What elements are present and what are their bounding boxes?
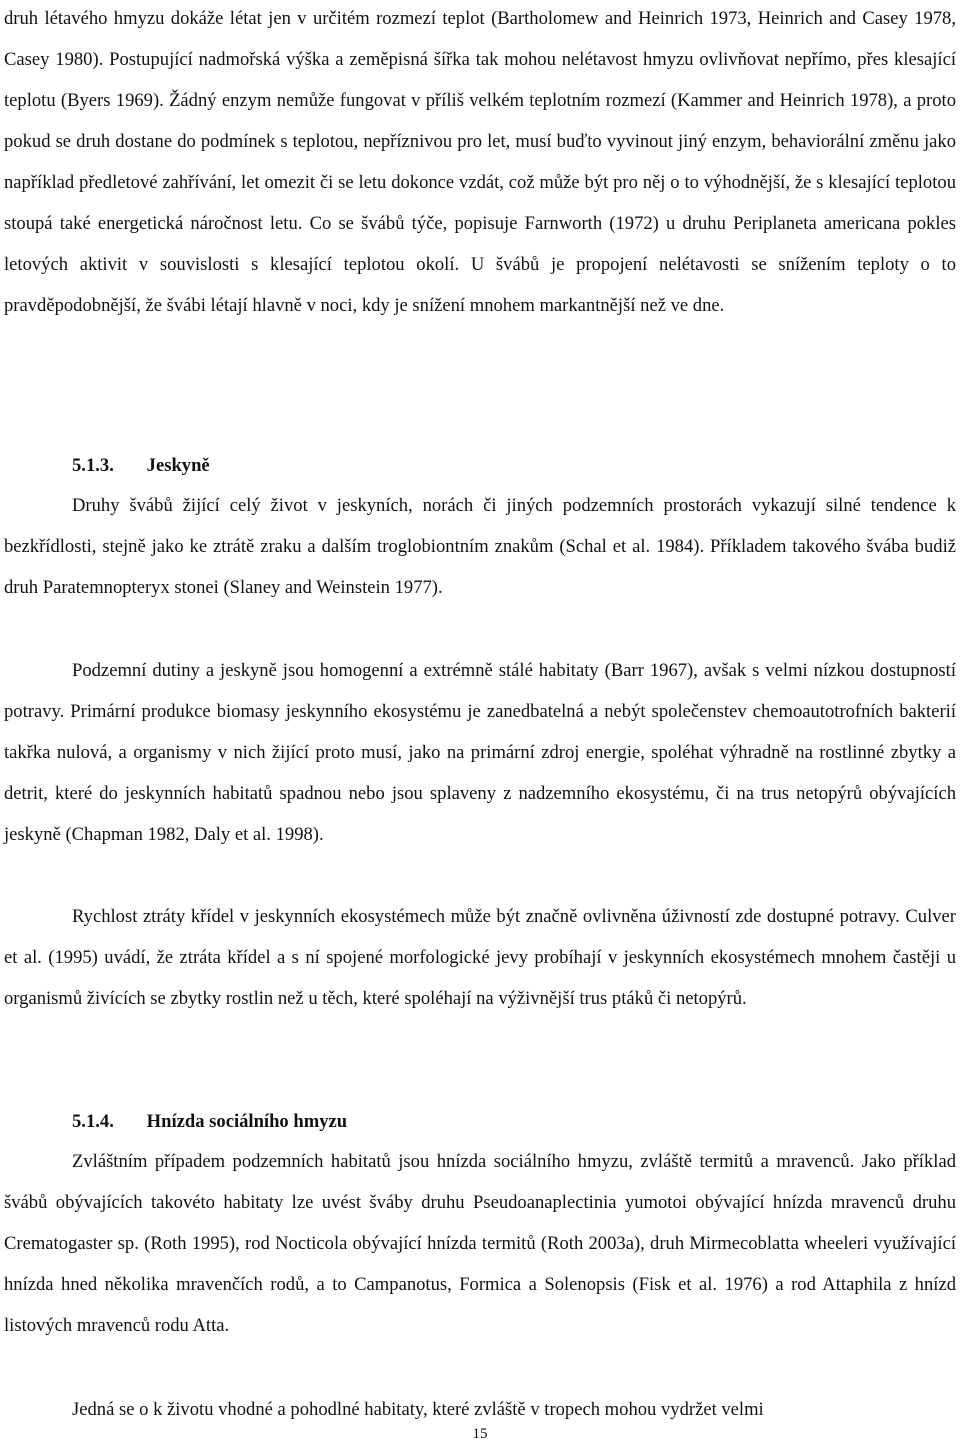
paragraph-cave-cockroaches: Druhy švábů žijící celý život v jeskyních, norách či jiných podzemních prostorách vykazují silné tendence k bezkřídlosti, stejně jako ke ztrátě zraku a dalším troglobiontním znakům (Schal et al. 1984). Příkladem takového švába budiž druh Paratemnopteryx stonei (Slaney and Weinstein 1977). bbox=[4, 495, 956, 598]
paragraph-wing-loss-rate: Rychlost ztráty křídel v jeskynních ekosystémech může být značně ovlivněna úživností zde dostupné potravy. Culver et al. (1995) uvádí, že ztráta křídel a s ní spojené morfologické jevy probíhají v jeskynních ekosystémech mnohem častěji u organismů živících se zbytky rostlin než u těch, které spoléhají na výživnější trus ptáků či netopýrů. bbox=[4, 906, 956, 1009]
section-heading-caves bbox=[72, 445, 210, 486]
paragraph-cave-habitats: Podzemní dutiny a jeskyně jsou homogenní a extrémně stálé habitaty (Barr 1967), avšak s velmi nízkou dostupností potravy. Primární produkce biomasy jeskynního ekosystému je zanedbatelná a nebýt společenstev chemoautotrofních bakterií takřka nulová, a organismy v nich žijící proto musí, jako na primární zdroj energie, spoléhat výhradně na rostlinné zbytky a detrit, které do jeskynních habitatů spadnou nebo jsou splaveny z nadzemního ekosystému, či na trus netopýrů obývajících jeskyně (Chapman 1982, Daly et al. 1998). bbox=[4, 660, 956, 845]
section-number: 5.1.4. bbox=[72, 1111, 114, 1132]
section-number: 5.1.3. bbox=[72, 455, 114, 476]
section-title: Jeskyně bbox=[146, 455, 210, 476]
paragraph-nest-habitats: Zvláštním případem podzemních habitatů jsou hnízda sociálního hmyzu, zvláště termitů a mravenců. Jako příklad švábů obývajících takovéto habitaty lze uvést šváby druhu Pseudoanaplectinia yumotoi obývající hnízda mravenců druhu Crematogaster sp. (Roth 1995), rod Nocticola obývající hnízda termitů (Roth 2003a), druh Mirmecoblatta wheeleri využívající hnízda hned několika mravenčích rodů, a to Campanotus, Formica a Solenopsis (Fisk et al. 1976) a rod Attaphila z hnízd listových mravenců rodu Atta. bbox=[4, 1151, 956, 1336]
page-number: 15 bbox=[472, 1426, 488, 1442]
section-heading-social-insect-nests bbox=[72, 1101, 347, 1142]
paragraph-comfortable-habitats: Jedná se o k životu vhodné a pohodlné habitaty, které zvláště v tropech mohou vydržet velmi bbox=[72, 1399, 764, 1420]
paragraph-flight-temperature: druh létavého hmyzu dokáže létat jen v určitém rozmezí teplot (Bartholomew and Heinrich 1973, Heinrich and Casey 1978, Casey 1980). Postupující nadmořská výška a zeměpisná šířka tak mohou nelétavost hmyzu ovlivňovat nepřímo, přes klesající teplotu (Byers 1969). Žádný enzym nemůže fungovat v příliš velkém teplotním rozmezí (Kammer and Heinrich 1978), a proto pokud se druh dostane do podmínek s teplotou, nepříznivou pro let, musí buďto vyvinout jiný enzym, behaviorální změnu jako například předletové zahřívání, let omezit či se letu dokonce vzdát, což může být pro něj o to výhodnější, že s klesající teplotou stoupá také energetická náročnost letu. Co se švábů týče, popisuje Farnworth (1972) u druhu Periplaneta americana pokles letových aktivit v souvislosti s klesající teplotou okolí. U švábů je propojení nelétavosti se snížením teploty o to pravděpodobnější, že švábi létají hlavně v noci, kdy je snížení mnohem markantnější než ve dne. bbox=[4, 8, 956, 316]
section-title: Hnízda sociálního hmyzu bbox=[146, 1111, 348, 1132]
